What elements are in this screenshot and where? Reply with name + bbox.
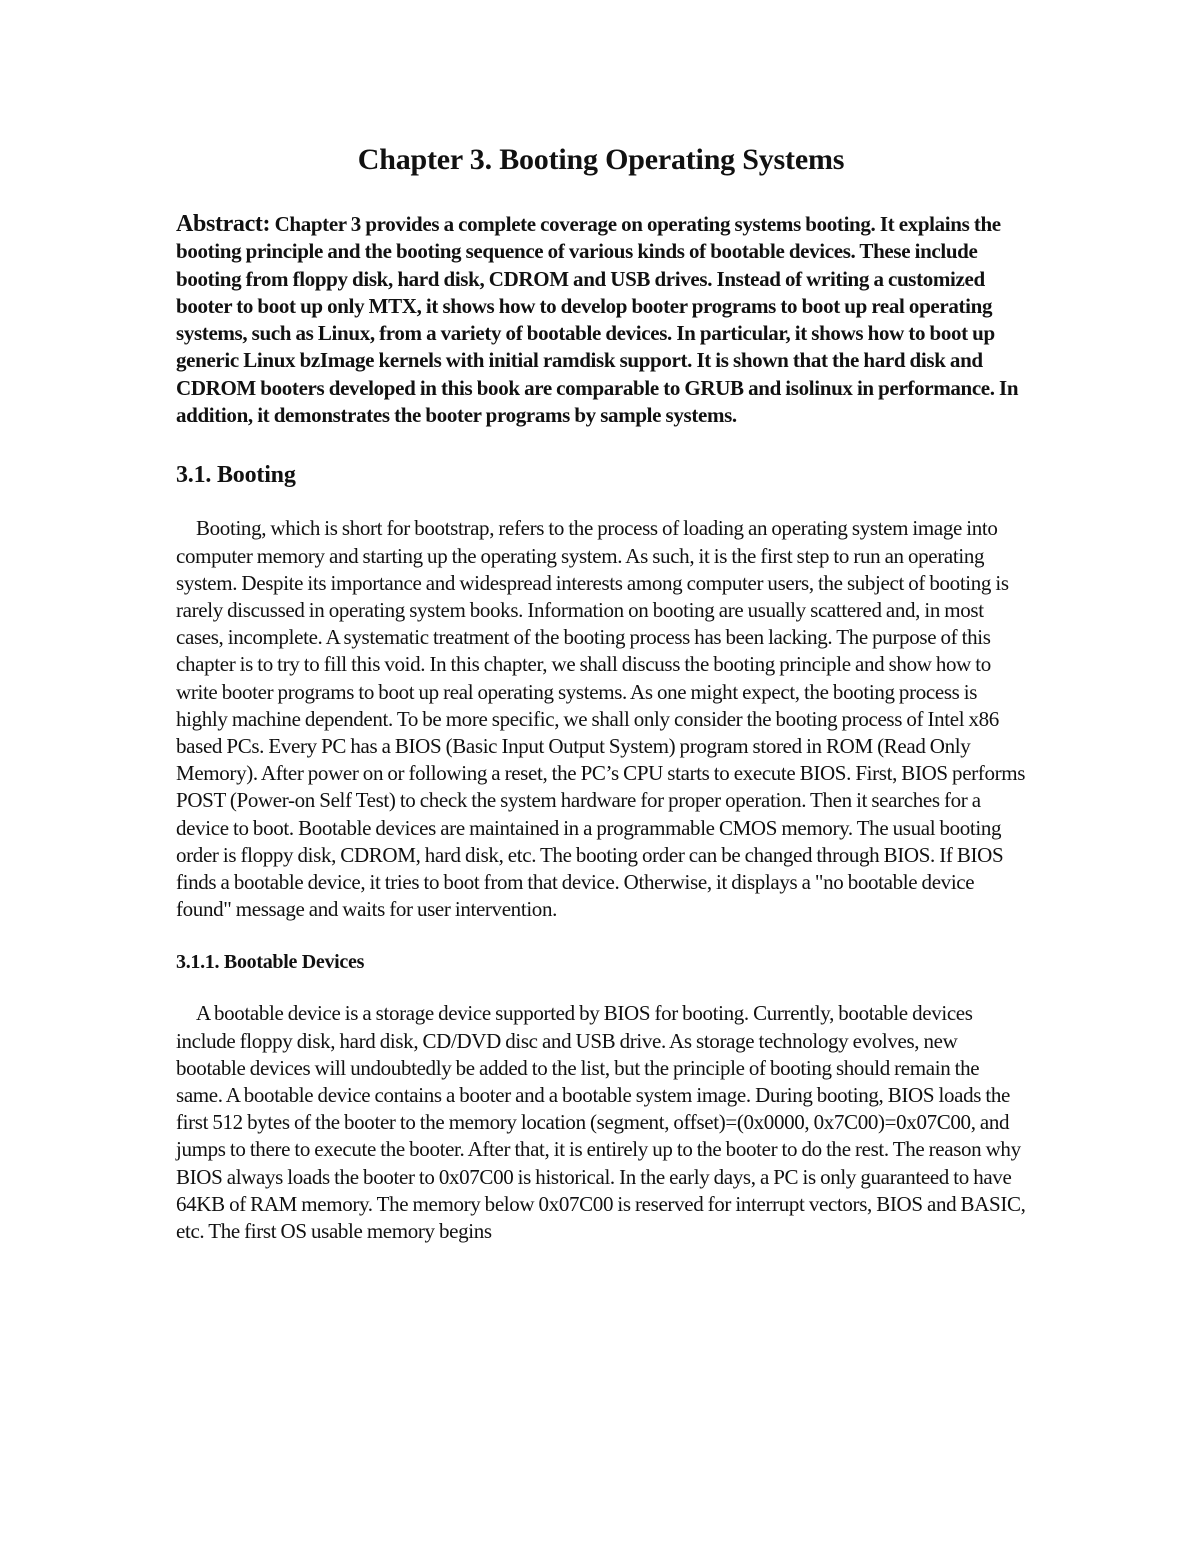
bootable-devices-paragraph: A bootable device is a storage device supported by BIOS for booting. Currently, bootable devices include floppy disk, hard disk, CD/DVD disc and USB drive. As storage technology evolves, new bootable devices will undoubtedly be added to the list, but the principle of booting should remain the same. A bootable device contains a booter and a bootable system image. During booting, BIOS loads the first 512 bytes of the booter to the memory location (segment, offset)=(0x0000, 0x7C00)=0x07C00, and jumps to there to execute the booter. After that, it is entirely up to the booter to do the rest. The reason why BIOS always loads the booter to 0x07C00 is historical. In the early days, a PC is only guaranteed to have 64KB of RAM memory. The memory below 0x07C00 is reserved for interrupt vectors, BIOS and BASIC, etc. The first OS usable memory begins [176, 1001, 1026, 1244]
section-heading-booting: 3.1. Booting [176, 462, 296, 489]
document-page [176, 140, 1026, 1245]
abstract-label: Abstract: [176, 211, 271, 237]
chapter-title: Chapter 3. Booting Operating Systems [357, 143, 845, 176]
abstract [176, 211, 1026, 429]
subsection-heading-bootable-devices: 3.1.1. Bootable Devices [176, 951, 365, 974]
abstract-text: Chapter 3 provides a complete coverage on operating systems booting. It explains the booting principle and the booting sequence of various kinds of bootable devices. These include booting from floppy disk, hard disk, CDROM and USB drives. Instead of writing a customized booter to boot up only MTX, it shows how to develop booter programs to boot up real operating systems, such as Linux, from a variety of bootable devices. In particular, it shows how to boot up generic Linux bzImage kernels with initial ramdisk support. It is shown that the hard disk and CDROM booters developed in this book are comparable to GRUB and isolinux in performance. In addition, it demonstrates the booter programs by sample systems. [176, 212, 1019, 428]
booting-paragraph: Booting, which is short for bootstrap, refers to the process of loading an operating system image into computer memory and starting up the operating system. As such, it is the first step to run an operating system. Despite its importance and widespread interests among computer users, the subject of booting is rarely discussed in operating system books. Information on booting are usually scattered and, in most cases, incomplete. A systematic treatment of the booting process has been lacking. The purpose of this chapter is to try to fill this void. In this chapter, we shall discuss the booting principle and show how to write booter programs to boot up real operating systems. As one might expect, the booting process is highly machine dependent. To be more specific, we shall only consider the booting process of Intel x86 based PCs. Every PC has a BIOS (Basic Input Output System) program stored in ROM (Read Only Memory). After power on or following a reset, the PC’s CPU starts to execute BIOS. First, BIOS performs POST (Power-on Self Test) to check the system hardware for proper operation. Then it searches for a device to boot. Bootable devices are maintained in a programmable CMOS memory. The usual booting order is floppy disk, CDROM, hard disk, etc. The booting order can be changed through BIOS. If BIOS finds a bootable device, it tries to boot from that device. Otherwise, it displays a "no bootable device found" message and waits for user intervention. [176, 516, 1026, 922]
